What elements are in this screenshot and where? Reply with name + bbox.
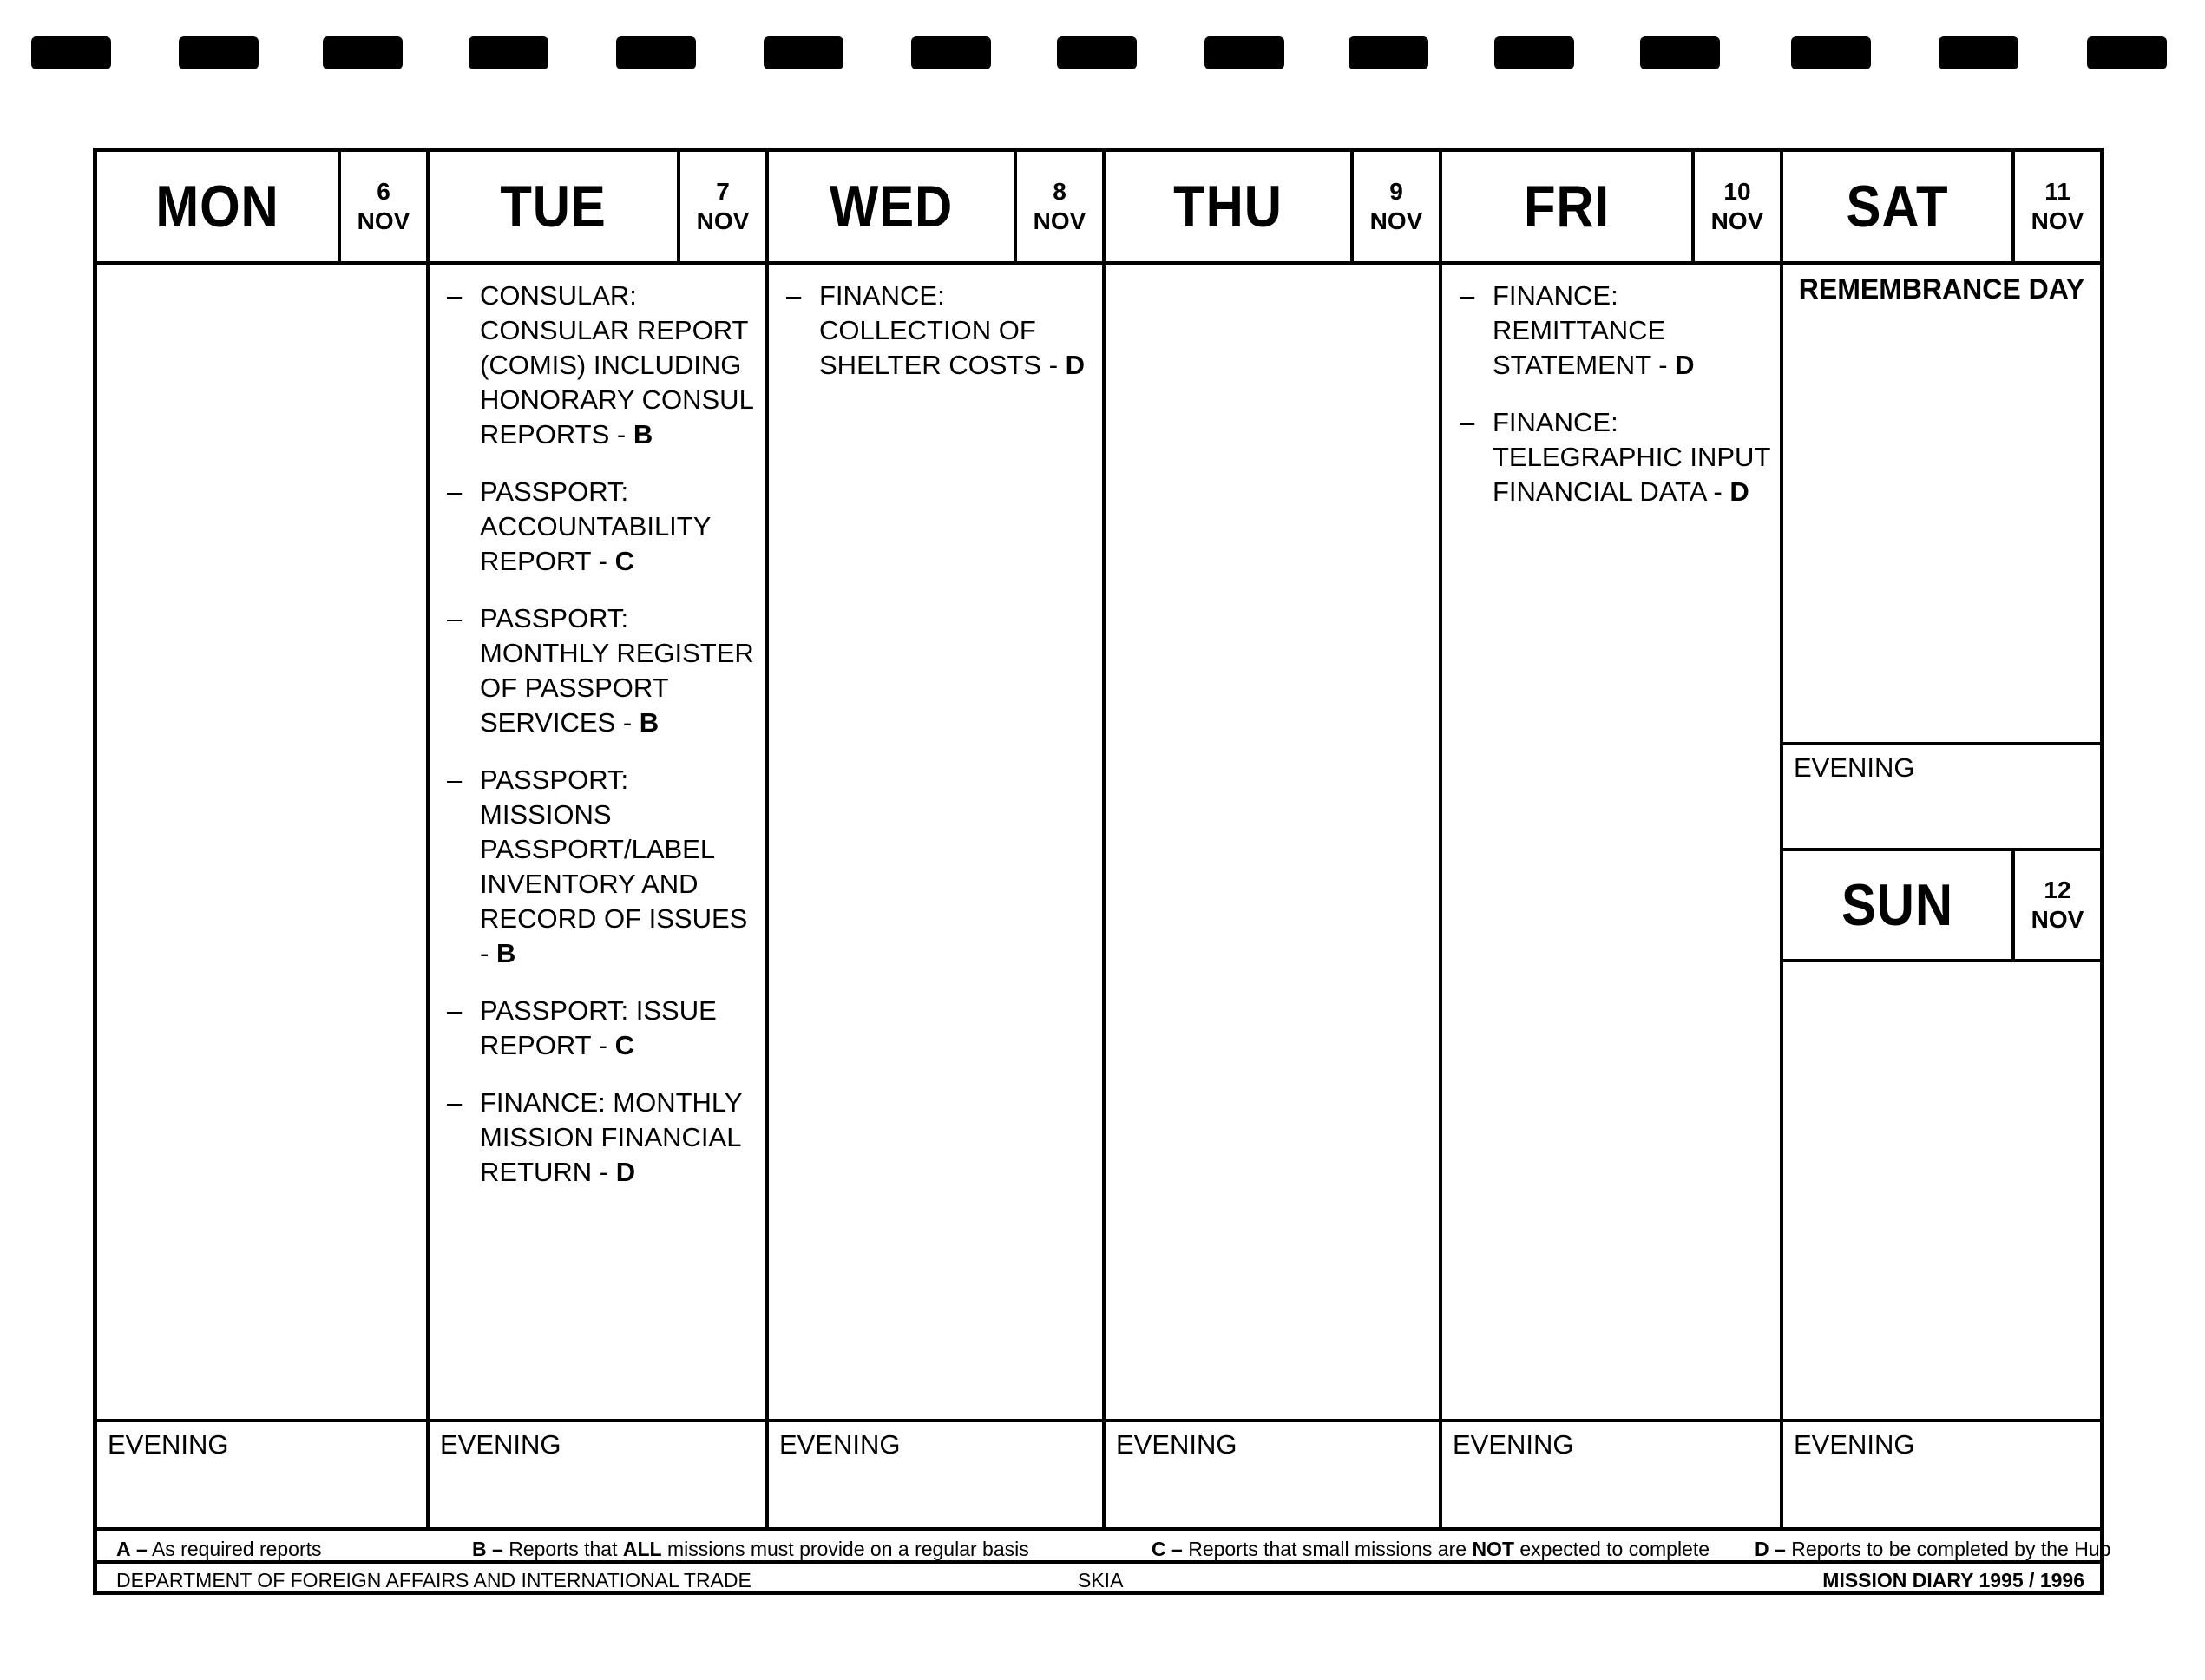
evening-section[interactable]: EVENING (769, 1419, 1102, 1527)
entry-dash: – (447, 995, 463, 1026)
perforation-hole (1640, 36, 1720, 69)
perforation-hole (1204, 36, 1284, 69)
holiday-note: REMEMBRANCE DAY (1798, 273, 2085, 305)
entry-dash: – (447, 476, 463, 507)
entry-text: FINANCE: REMITTANCE STATEMENT (1493, 280, 1666, 380)
day-number: 12 (2044, 876, 2071, 903)
entry-separator: - (591, 546, 615, 576)
day-date (1014, 152, 1102, 261)
day-date (338, 152, 426, 261)
legend-item-b: B – Reports that ALL missions must provide on a regular basis (472, 1538, 1029, 1560)
entry-separator: - (1705, 476, 1730, 507)
day-column-thursday (1106, 152, 1442, 1527)
entry-separator: - (1650, 350, 1676, 380)
entry-text: FINANCE: COLLECTION OF SHELTER COSTS (819, 280, 1042, 380)
day-date (1691, 152, 1780, 261)
day-number: 6 (377, 178, 390, 205)
legend-item-d: D – Reports to be completed by the Hub (1755, 1538, 2111, 1560)
entry-dash: – (1460, 407, 1475, 437)
day-header (1106, 152, 1439, 265)
perforation-hole (31, 36, 111, 69)
perforation-hole (323, 36, 403, 69)
report-code: D (1729, 476, 1749, 507)
perforation-hole (616, 36, 696, 69)
day-column-monday (97, 152, 430, 1527)
diary-week-table (93, 148, 2111, 1595)
department-name: DEPARTMENT OF FOREIGN AFFAIRS AND INTERNATIONAL TRADE (116, 1569, 751, 1591)
report-code: C (614, 1030, 635, 1060)
entry-separator: - (591, 1030, 615, 1060)
entry-separator: - (615, 707, 640, 738)
entry-separator: - (609, 419, 633, 450)
day-number: 11 (2044, 178, 2070, 205)
entry-separator: - (592, 1157, 616, 1187)
diary-entry (442, 279, 758, 452)
entry-list (1454, 279, 1773, 532)
day-header (430, 152, 765, 265)
day-name: MON (155, 174, 279, 240)
entry-dash: – (1460, 280, 1475, 311)
diary-entry (442, 601, 758, 740)
report-code: B (633, 419, 653, 450)
entry-text: PASSPORT: MISSIONS PASSPORT/LABEL INVENTORY AND RECORD OF ISSUES (480, 765, 748, 934)
entry-text: PASSPORT: ACCOUNTABILITY REPORT (480, 476, 711, 576)
diary-entry (442, 1086, 758, 1190)
entry-dash: – (447, 280, 463, 311)
evening-section[interactable]: EVENING (1106, 1419, 1439, 1527)
day-number: 8 (1053, 178, 1066, 205)
perforation-strip (0, 36, 2205, 71)
legend-item-a: A – As required reports (116, 1538, 322, 1560)
perforation-hole (1057, 36, 1137, 69)
diary-entry (442, 763, 758, 971)
day-header-saturday (1783, 152, 2100, 265)
report-code: D (615, 1157, 636, 1187)
evening-section-saturday[interactable]: EVENING (1783, 742, 2100, 848)
day-number: 10 (1723, 178, 1751, 205)
report-code: B (495, 938, 516, 968)
day-name: FRI (1523, 174, 1611, 240)
day-date (2011, 851, 2100, 959)
day-column-tuesday (430, 152, 769, 1527)
diary-entry (1454, 279, 1773, 383)
perforation-hole (764, 36, 843, 69)
footer-row (97, 1564, 2100, 1595)
day-month: NOV (696, 207, 750, 234)
evening-section[interactable]: EVENING (430, 1419, 765, 1527)
entry-text: PASSPORT: MONTHLY REGISTER OF PASSPORT SERVICES (480, 603, 754, 738)
report-code: C (614, 546, 635, 576)
legend-row (97, 1527, 2111, 1564)
day-column-wednesday (769, 152, 1106, 1527)
perforation-hole (469, 36, 548, 69)
report-code: D (1065, 350, 1086, 380)
day-number: 7 (716, 178, 730, 205)
diary-title: MISSION DIARY 1995 / 1996 (1822, 1569, 2084, 1591)
perforation-hole (911, 36, 991, 69)
day-month: NOV (1710, 207, 1764, 234)
day-date (677, 152, 765, 261)
entry-dash: – (447, 603, 463, 633)
day-name: THU (1173, 174, 1283, 240)
diary-entry (1454, 405, 1773, 509)
perforation-hole (1494, 36, 1574, 69)
legend-item-c: C – Reports that small missions are NOT expected to complete (1152, 1538, 1710, 1560)
day-column-friday (1442, 152, 1783, 1527)
entry-text: FINANCE: MONTHLY MISSION FINANCIAL RETURN (480, 1087, 742, 1187)
evening-section-sunday[interactable]: EVENING (1783, 1419, 2100, 1527)
entry-text: PASSPORT: ISSUE REPORT (480, 995, 717, 1060)
perforation-hole (2087, 36, 2167, 69)
entry-text: CONSULAR: CONSULAR REPORT (COMIS) INCLUDING HONORARY CONSUL REPORTS (480, 280, 753, 450)
diary-entry (442, 475, 758, 579)
perforation-hole (1791, 36, 1871, 69)
report-code: D (1675, 350, 1695, 380)
day-column-weekend (1783, 152, 2100, 1527)
entry-text: FINANCE: TELEGRAPHIC INPUT FINANCIAL DATA (1493, 407, 1770, 507)
evening-section[interactable]: EVENING (1442, 1419, 1780, 1527)
day-header (769, 152, 1102, 265)
perforation-hole (1349, 36, 1428, 69)
day-name: TUE (500, 174, 607, 240)
day-name: WED (829, 174, 954, 240)
day-number: 9 (1389, 178, 1403, 205)
entry-separator: - (480, 938, 496, 968)
entry-list (781, 279, 1095, 405)
day-header (1442, 152, 1780, 265)
day-month: NOV (1369, 207, 1423, 234)
day-month: NOV (1033, 207, 1086, 234)
report-code: B (639, 707, 660, 738)
diary-entry (781, 279, 1095, 383)
entry-dash: – (447, 765, 463, 795)
perforation-hole (1939, 36, 2018, 69)
diary-entry (442, 994, 758, 1063)
day-date (2011, 152, 2100, 261)
day-header-sunday (1783, 848, 2100, 962)
evening-section[interactable]: EVENING (97, 1419, 426, 1527)
day-name: SAT (1846, 174, 1949, 240)
entry-dash: – (447, 1087, 463, 1118)
day-name: SUN (1841, 872, 1953, 938)
entry-dash: – (786, 280, 802, 311)
day-month: NOV (357, 207, 410, 234)
day-month: NOV (2031, 207, 2084, 234)
day-date (1350, 152, 1439, 261)
day-month: NOV (2031, 906, 2084, 933)
perforation-hole (179, 36, 259, 69)
footer-center-code: SKIA (1078, 1569, 1124, 1591)
entry-separator: - (1041, 350, 1066, 380)
day-header (97, 152, 426, 265)
entry-list (442, 279, 758, 1212)
